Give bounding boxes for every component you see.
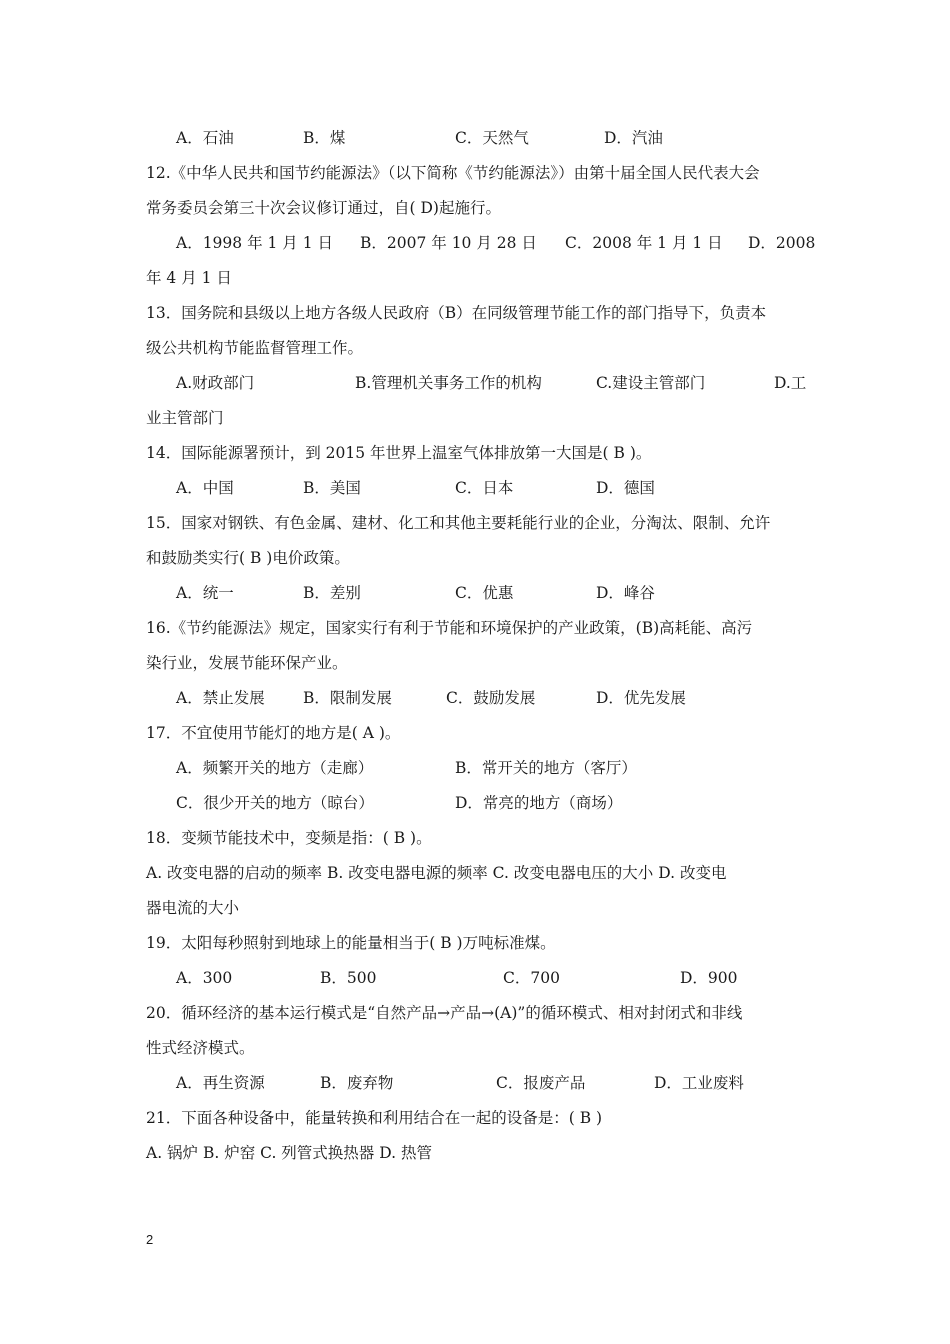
q12-option-a: A．1998 年 1 月 1 日 (176, 234, 333, 252)
q17-text-line1: 17．不宜使用节能灯的地方是( A )。 (146, 724, 401, 742)
q19-option-a: A．300 (176, 969, 233, 987)
q15-text-line2: 和鼓励类实行( B )电价政策。 (146, 549, 350, 567)
q20-text-line1: 20．循环经济的基本运行模式是“自然产品→产品→(A)”的循环模式、相对封闭式和非线 (146, 1004, 743, 1022)
q14-option-c: C．日本 (455, 479, 514, 497)
q17-option-d: D．常亮的地方（商场） (455, 794, 623, 812)
q19-option-d: D．900 (680, 969, 738, 987)
q11-option-c: C．天然气 (455, 129, 529, 147)
q13-option-d-wrap: 业主管部门 (146, 409, 224, 427)
q16-option-b: B．限制发展 (303, 689, 392, 707)
q15-option-d: D．峰谷 (596, 584, 655, 602)
q20-option-b: B．废弃物 (320, 1074, 394, 1092)
q21-options-line: A. 锅炉 B. 炉窑 C. 列管式换热器 D. 热管 (146, 1144, 432, 1162)
q14-option-a: A．中国 (176, 479, 234, 497)
q13-option-c: C.建设主管部门 (596, 374, 706, 392)
q12-text-line2: 常务委员会第三十次会议修订通过，自( D)起施行。 (146, 199, 501, 217)
q20-option-d: D．工业废料 (654, 1074, 744, 1092)
q16-option-d: D．优先发展 (596, 689, 686, 707)
q16-option-c: C．鼓励发展 (446, 689, 536, 707)
page-number: 2 (146, 1232, 154, 1247)
q18-options-line: A. 改变电器的启动的频率 B. 改变电器电源的频率 C. 改变电器电压的大小 D. 改变电 (146, 864, 727, 882)
q13-option-a: A.财政部门 (176, 374, 255, 392)
q17-option-c: C．很少开关的地方（晾台） (176, 794, 374, 812)
q17-option-a: A．频繁开关的地方（走廊） (176, 759, 374, 777)
q13-text-line2: 级公共机构节能监督管理工作。 (146, 339, 364, 357)
q12-option-d-wrap: 年 4 月 1 日 (146, 269, 232, 287)
q11-option-b: B．煤 (303, 129, 346, 147)
q21-text-line1: 21．下面各种设备中，能量转换和利用结合在一起的设备是：( B ) (146, 1109, 603, 1127)
q12-text-line1: 12.《中华人民共和国节约能源法》（以下简称《节约能源法》）由第十届全国人民代表大会 (146, 164, 760, 182)
q15-option-a: A．统一 (176, 584, 234, 602)
q18-option-d-wrap: 器电流的大小 (146, 899, 240, 917)
q19-option-c: C．700 (503, 969, 560, 987)
q11-option-d: D．汽油 (604, 129, 663, 147)
q12-option-d: D．2008 (748, 234, 816, 252)
q19-text-line1: 19．太阳每秒照射到地球上的能量相当于( B )万吨标准煤。 (146, 934, 556, 952)
q13-option-b: B.管理机关事务工作的机构 (355, 374, 542, 392)
q18-text-line1: 18．变频节能技术中，变频是指：( B )。 (146, 829, 432, 847)
q20-option-a: A．再生资源 (176, 1074, 265, 1092)
q15-option-c: C．优惠 (455, 584, 514, 602)
q13-text-line1: 13．国务院和县级以上地方各级人民政府（B）在同级管理节能工作的部门指导下，负责本 (146, 304, 767, 322)
q15-text-line1: 15．国家对钢铁、有色金属、建材、化工和其他主要耗能行业的企业，分淘汰、限制、允许 (146, 514, 771, 532)
q14-option-d: D．德国 (596, 479, 655, 497)
q11-option-a: A．石油 (176, 129, 234, 147)
q12-option-b: B．2007 年 10 月 28 日 (360, 234, 537, 252)
q14-text-line1: 14．国际能源署预计，到 2015 年世界上温室气体排放第一大国是( B )。 (146, 444, 652, 462)
q16-text-line2: 染行业，发展节能环保产业。 (146, 654, 348, 672)
q12-option-c: C．2008 年 1 月 1 日 (565, 234, 723, 252)
q17-option-b: B．常开关的地方（客厅） (455, 759, 637, 777)
q13-option-d: D.工 (774, 374, 807, 392)
q19-option-b: B．500 (320, 969, 377, 987)
q16-option-a: A．禁止发展 (176, 689, 265, 707)
q20-text-line2: 性式经济模式。 (146, 1039, 255, 1057)
q16-text-line1: 16.《节约能源法》规定，国家实行有利于节能和环境保护的产业政策，(B)高耗能、高污 (146, 619, 753, 637)
q20-option-c: C．报废产品 (496, 1074, 586, 1092)
q15-option-b: B．差别 (303, 584, 361, 602)
q14-option-b: B．美国 (303, 479, 361, 497)
